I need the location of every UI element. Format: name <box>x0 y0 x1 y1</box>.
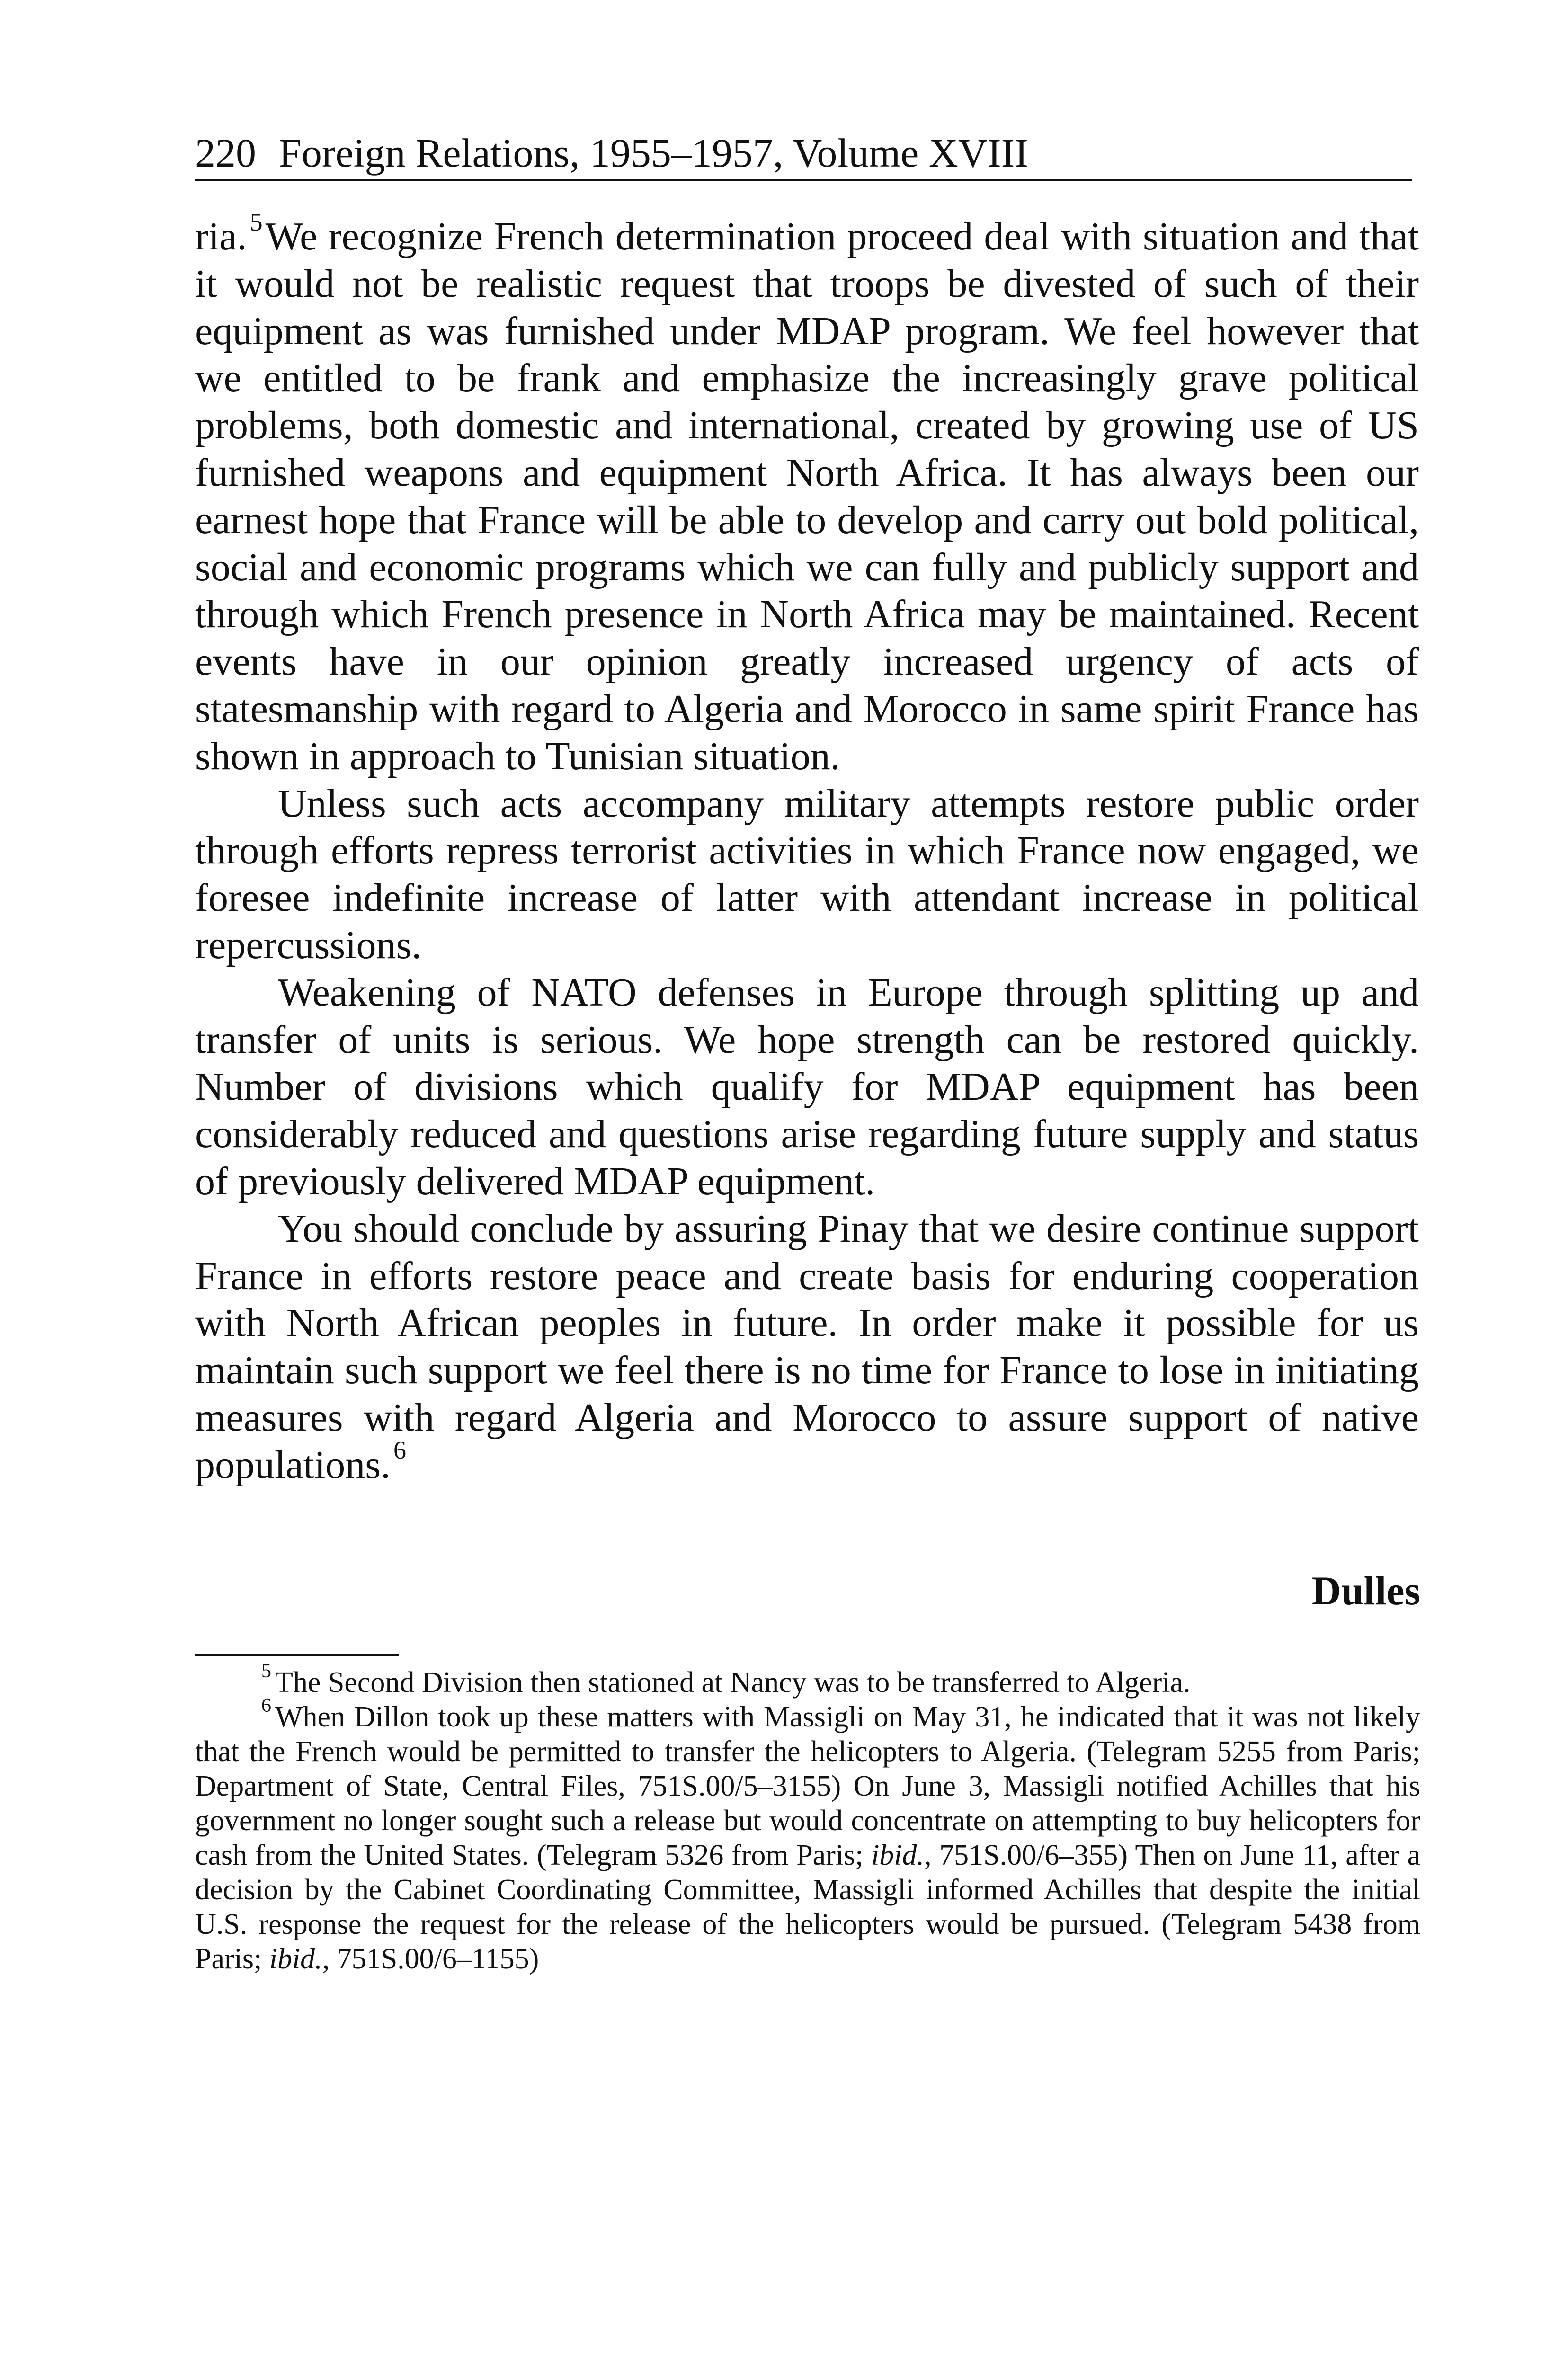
ibid-citation-2: ibid. <box>269 1943 322 1975</box>
paragraph-4 <box>195 1205 1419 1489</box>
paragraph-1 <box>195 207 1419 780</box>
footnote-divider <box>195 1654 399 1656</box>
paragraph-1-start: ria. <box>195 214 247 258</box>
paragraph-3: Weakening of NATO defenses in Europe through splitting up and transfer of units is serious. We hope strength can be restored quickly. Number of divisions which qualify for MDAP equipment has been considerably reduced and questions arise regarding future supply and status of previously delivered MDAP equipment. <box>195 970 1419 1203</box>
footnote-6-text-c: , 751S.00/6–1155) <box>322 1943 539 1975</box>
footnote-6-text-a: When Dillon took up these matters with Massigli on May 31, he indicated that it was not likely that the French would be permitted to transfer the helicopters to Algeria. (Telegram 5255 from Paris; Department of State, Central Files, 751S.00/5–3155) On June 3, Massigli notified Achilles that his government no longer sought such a release but would concentrate on attempting to buy helicopters for cash from the United States. (Telegram 5326 from Paris; <box>195 1701 1420 1871</box>
footnote-ref-6[interactable]: 6 <box>393 1436 406 1465</box>
footnote-5-text: The Second Division then stationed at Nancy was to be transferred to Algeria. <box>275 1666 1191 1699</box>
book-title: Foreign Relations, 1955–1957, Volume XVIII <box>279 130 1028 176</box>
paragraph-1-text: We recognize French determination proceed deal with situation and that it would not be realistic request that troops be divested of such of their equipment as was furnished under MDAP program. We feel however that we entitled to be frank and emphasize the increasingly grave political problems, both domestic and international, created by growing use of US furnished weapons and equipment North Africa. It has always been our earnest hope that France will be able to develop and carry out bold political, social and economic programs which we can fully and publicly support and through which French presence in North Africa may be maintained. Recent events have in our opinion greatly increased urgency of acts of statesmanship with regard to Algeria and Morocco in same spirit France has shown in approach to Tunisian situation. <box>195 214 1419 778</box>
footnote-ref-5[interactable]: 5 <box>249 207 263 236</box>
paragraph-2: Unless such acts accompany military attempts restore public order through efforts repress terrorist activities in which France now engaged, we foresee indefinite increase of latter with attendant increase in political repercussions. <box>195 781 1419 967</box>
footnotes <box>195 1660 1421 1976</box>
footnote-6 <box>195 1694 1421 1976</box>
page-number: 220 <box>195 130 256 176</box>
footnote-marker-6: 6 <box>261 1694 271 1717</box>
letter-body <box>195 207 1419 1489</box>
footnote-marker-5: 5 <box>261 1660 271 1682</box>
paragraph-4-text: You should conclude by assuring Pinay that we desire continue support France in efforts restore peace and create basis for enduring cooperation with North African peoples in future. In order make it possible for us maintain such support we feel there is no time for France to lose in initiating measures with regard Algeria and Morocco to assure support of native populations. <box>195 1206 1419 1487</box>
running-head <box>195 127 1412 181</box>
footnote-5 <box>195 1660 1420 1700</box>
footnote-6-text-b: , 751S.00/6–355) Then on June 11, after a decision by the Cabinet Coordinating Committee, Massigli informed Achilles that despite the initial U.S. response the request for the release of the helicopters would be pursued. (Telegram 5438 from Paris; <box>195 1839 1421 1975</box>
signature: Dulles <box>1311 1568 1420 1613</box>
ibid-citation-1: ibid. <box>871 1839 925 1871</box>
